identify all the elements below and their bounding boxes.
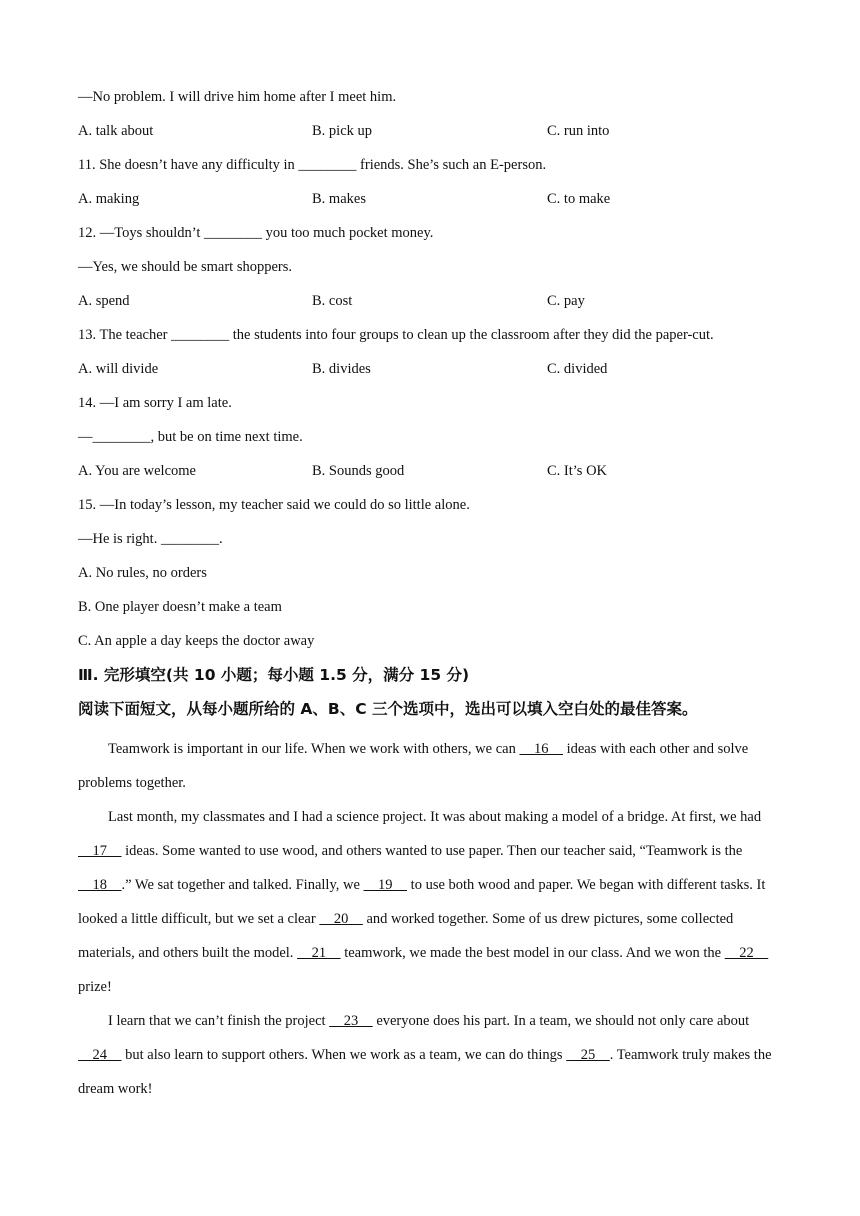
- q15-reply: —He is right. ________.: [78, 531, 223, 547]
- q12-reply: —Yes, we should be smart shoppers.: [78, 259, 293, 275]
- passage-text: and worked together. Some of us drew pictures, some collected materials, and others built the model.: [78, 911, 734, 961]
- q13-options: [78, 358, 788, 392]
- section-3-instructions-text: 阅读下面短文，从每小题所给的 A、B、C 三个选项中，选出可以填入空白处的最佳答案。: [78, 700, 698, 718]
- passage-text: I learn that we can’t finish the project: [108, 1013, 330, 1029]
- q14-options: [78, 460, 788, 494]
- passage-paragraph-2: [78, 800, 788, 1004]
- q10-option-c: C. run into: [547, 123, 610, 139]
- passage-paragraph-1: [78, 732, 788, 800]
- q13-option-a: A. will divide: [78, 361, 159, 377]
- q12-option-b: B. cost: [312, 293, 353, 309]
- q13-option-c: C. divided: [547, 361, 608, 377]
- q13-option-b: B. divides: [312, 361, 371, 377]
- passage-text: ideas with each other and solve problems together.: [78, 741, 749, 791]
- blank-19: 19: [363, 877, 408, 893]
- passage-text: . Teamwork truly makes the dream work!: [78, 1047, 772, 1097]
- exam-page: [78, 86, 788, 1106]
- q15-stem: 15. —In today’s lesson, my teacher said we could do so little alone.: [78, 497, 470, 513]
- q10-reply: —No problem. I will drive him home after I meet him.: [78, 89, 397, 105]
- section-3-title-text: Ⅲ. 完形填空(共 10 小题；每小题 1.5 分，满分 15 分): [78, 666, 470, 684]
- passage-paragraph-3: [78, 1004, 788, 1106]
- q14-option-c: C. It’s OK: [547, 463, 608, 479]
- q14-option-a: A. You are welcome: [78, 463, 196, 479]
- q12-option-a: A. spend: [78, 293, 130, 309]
- passage-text: prize!: [78, 979, 112, 995]
- q14-reply: —________, but be on time next time.: [78, 429, 303, 445]
- blank-16: 16: [519, 741, 563, 757]
- q11-option-c: C. to make: [547, 191, 611, 207]
- blank-22: 22: [724, 945, 769, 961]
- blank-24: 24: [78, 1047, 122, 1063]
- blank-21: 21: [297, 945, 341, 961]
- q10-option-a: A. talk about: [78, 123, 154, 139]
- q13-stem: 13. The teacher ________ the students into four groups to clean up the classroom after they did the paper-cut.: [78, 327, 714, 343]
- blank-25: 25: [566, 1047, 610, 1063]
- blank-18: 18: [78, 877, 122, 893]
- passage-text: to use both wood and paper. We began with different tasks. It looked a little difficult, but we set a clear: [78, 877, 766, 927]
- passage-text: but also learn to support others. When we work as a team, we can do things: [121, 1047, 567, 1063]
- q12-stem: 12. —Toys shouldn’t ________ you too much pocket money.: [78, 225, 434, 241]
- q15-option-c: C. An apple a day keeps the doctor away: [78, 633, 315, 649]
- section-3-instructions: [78, 698, 788, 732]
- q11-options: [78, 188, 788, 222]
- passage-text: everyone does his part. In a team, we should not only care about: [372, 1013, 750, 1029]
- q11-option-b: B. makes: [312, 191, 366, 207]
- passage-text: teamwork, we made the best model in our class. And we won the: [340, 945, 725, 961]
- q12-options: [78, 290, 788, 324]
- q15-option-a: A. No rules, no orders: [78, 565, 207, 581]
- q11-stem: 11. She doesn’t have any difficulty in ________ friends. She’s such an E-person.: [78, 157, 547, 173]
- q11-option-a: A. making: [78, 191, 140, 207]
- blank-17: 17: [78, 843, 122, 859]
- q10-option-b: B. pick up: [312, 123, 373, 139]
- blank-23: 23: [329, 1013, 373, 1029]
- q14-option-b: B. Sounds good: [312, 463, 405, 479]
- section-3-title: [78, 664, 788, 698]
- passage-text: ideas. Some wanted to use wood, and others wanted to use paper. Then our teacher said, “Teamwork is the: [121, 843, 743, 859]
- q10-options: [78, 120, 788, 154]
- passage-text: Last month, my classmates and I had a science project. It was about making a model of a bridge. At first, we had: [108, 809, 762, 825]
- blank-20: 20: [319, 911, 363, 927]
- passage-text: .” We sat together and talked. Finally, we: [121, 877, 364, 893]
- q15-option-b: B. One player doesn’t make a team: [78, 599, 282, 615]
- q12-option-c: C. pay: [547, 293, 585, 309]
- q14-stem: 14. —I am sorry I am late.: [78, 395, 232, 411]
- passage-text: Teamwork is important in our life. When we work with others, we can: [108, 741, 520, 757]
